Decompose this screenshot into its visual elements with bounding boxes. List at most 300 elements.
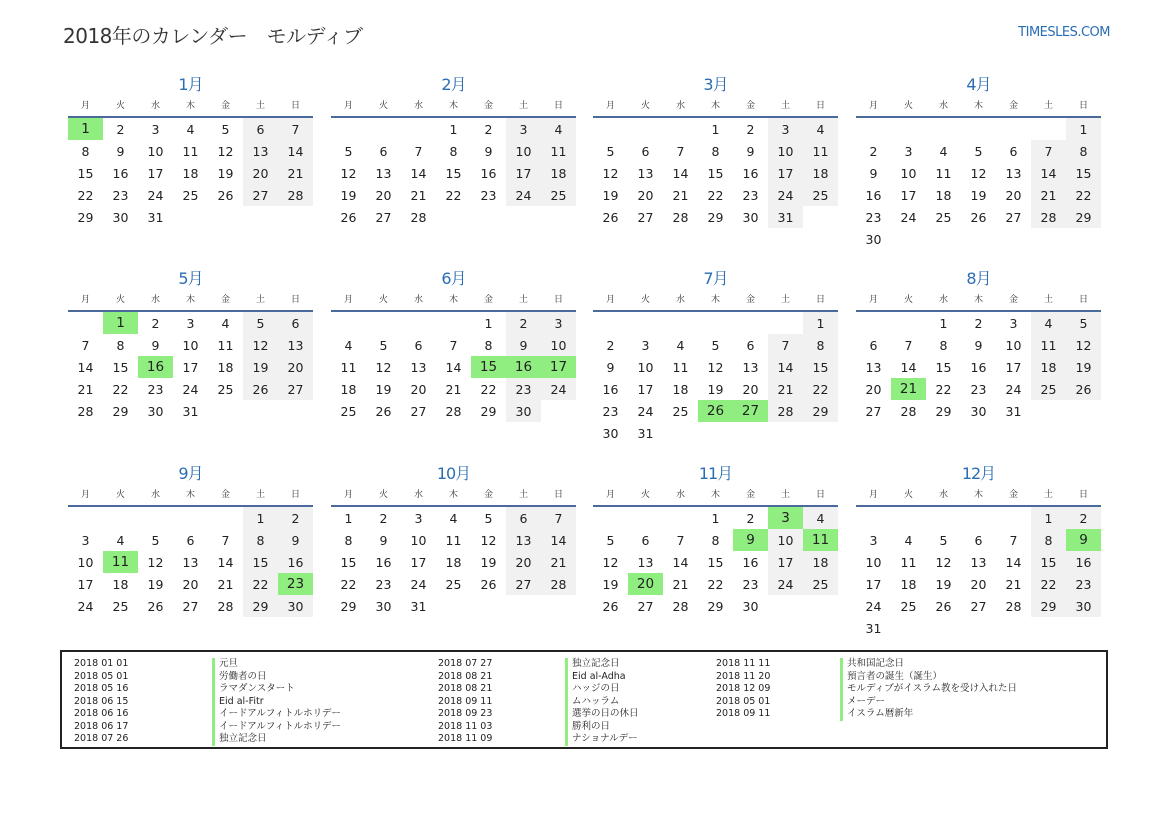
day-cell[interactable]: 28	[900, 403, 917, 419]
day-cell[interactable]: 24	[541, 378, 576, 400]
day-cell[interactable]: 28	[278, 184, 313, 206]
day-cell[interactable]: 26	[375, 403, 392, 419]
day-cell[interactable]: 2	[606, 337, 615, 353]
day-cell[interactable]: 13	[375, 165, 392, 181]
day-cell[interactable]: 22	[707, 187, 724, 203]
day-cell[interactable]: 28	[672, 598, 689, 614]
day-cell[interactable]: 18	[340, 381, 357, 397]
day-cell[interactable]: 20	[970, 576, 987, 592]
day-cell[interactable]: 27	[182, 598, 199, 614]
day-cell[interactable]: 7	[541, 507, 576, 529]
day-cell[interactable]: 27	[733, 400, 768, 422]
day-cell[interactable]: 1	[1066, 118, 1101, 140]
day-cell[interactable]: 3	[768, 118, 803, 140]
day-cell[interactable]: 19	[375, 381, 392, 397]
day-cell[interactable]: 6	[1009, 143, 1018, 159]
day-cell[interactable]: 10	[865, 554, 882, 570]
day-cell[interactable]: 5	[484, 510, 493, 526]
day-cell[interactable]: 16	[375, 554, 392, 570]
day-cell[interactable]: 4	[116, 532, 125, 548]
day-cell[interactable]: 8	[711, 532, 720, 548]
day-cell[interactable]: 16	[602, 381, 619, 397]
day-cell[interactable]: 1	[344, 510, 353, 526]
day-cell[interactable]: 6	[974, 532, 983, 548]
day-cell[interactable]: 27	[243, 184, 278, 206]
day-cell[interactable]: 11	[803, 140, 838, 162]
day-cell[interactable]: 10	[637, 359, 654, 375]
day-cell[interactable]: 20	[243, 162, 278, 184]
day-cell[interactable]: 16	[138, 356, 173, 378]
day-cell[interactable]: 27	[410, 403, 427, 419]
day-cell[interactable]: 9	[379, 532, 388, 548]
day-cell[interactable]: 13	[1005, 165, 1022, 181]
day-cell[interactable]: 7	[676, 143, 685, 159]
day-cell[interactable]: 16	[112, 165, 129, 181]
day-cell[interactable]: 1	[939, 315, 948, 331]
day-cell[interactable]: 19	[970, 187, 987, 203]
day-cell[interactable]: 4	[221, 315, 230, 331]
day-cell[interactable]: 26	[602, 209, 619, 225]
day-cell[interactable]: 30	[375, 598, 392, 614]
day-cell[interactable]: 10	[147, 143, 164, 159]
day-cell[interactable]: 30	[278, 595, 313, 617]
day-cell[interactable]: 9	[974, 337, 983, 353]
day-cell[interactable]: 12	[970, 165, 987, 181]
day-cell[interactable]: 9	[506, 334, 541, 356]
day-cell[interactable]: 1	[711, 121, 720, 137]
day-cell[interactable]: 24	[147, 187, 164, 203]
day-cell[interactable]: 21	[1005, 576, 1022, 592]
day-cell[interactable]: 21	[891, 378, 926, 400]
day-cell[interactable]: 27	[970, 598, 987, 614]
day-cell[interactable]: 22	[1066, 184, 1101, 206]
day-cell[interactable]: 1	[243, 507, 278, 529]
day-cell[interactable]: 22	[803, 378, 838, 400]
day-cell[interactable]: 28	[1005, 598, 1022, 614]
day-cell[interactable]: 13	[506, 529, 541, 551]
day-cell[interactable]: 16	[506, 356, 541, 378]
day-cell[interactable]: 5	[151, 532, 160, 548]
day-cell[interactable]: 11	[541, 140, 576, 162]
day-cell[interactable]: 23	[742, 187, 759, 203]
day-cell[interactable]: 27	[637, 598, 654, 614]
day-cell[interactable]: 1	[449, 121, 458, 137]
day-cell[interactable]: 13	[865, 359, 882, 375]
day-cell[interactable]: 3	[186, 315, 195, 331]
day-cell[interactable]: 15	[77, 165, 94, 181]
day-cell[interactable]: 11	[103, 551, 138, 573]
day-cell[interactable]: 23	[602, 403, 619, 419]
day-cell[interactable]: 31	[182, 403, 199, 419]
day-cell[interactable]: 17	[768, 551, 803, 573]
day-cell[interactable]: 18	[112, 576, 129, 592]
day-cell[interactable]: 13	[970, 554, 987, 570]
day-cell[interactable]: 11	[900, 554, 917, 570]
day-cell[interactable]: 9	[484, 143, 493, 159]
site-name[interactable]: TIMESLES.COM	[1018, 25, 1110, 40]
day-cell[interactable]: 11	[340, 359, 357, 375]
day-cell[interactable]: 8	[1031, 529, 1066, 551]
day-cell[interactable]: 19	[217, 165, 234, 181]
day-cell[interactable]: 30	[742, 598, 759, 614]
day-cell[interactable]: 6	[414, 337, 423, 353]
day-cell[interactable]: 13	[410, 359, 427, 375]
day-cell[interactable]: 23	[112, 187, 129, 203]
day-cell[interactable]: 18	[900, 576, 917, 592]
day-cell[interactable]: 3	[1009, 315, 1018, 331]
day-cell[interactable]: 5	[711, 337, 720, 353]
day-cell[interactable]: 1	[103, 312, 138, 334]
day-cell[interactable]: 2	[746, 121, 755, 137]
day-cell[interactable]: 20	[375, 187, 392, 203]
day-cell[interactable]: 24	[900, 209, 917, 225]
day-cell[interactable]: 2	[506, 312, 541, 334]
day-cell[interactable]: 14	[1031, 162, 1066, 184]
day-cell[interactable]: 29	[243, 595, 278, 617]
day-cell[interactable]: 18	[182, 165, 199, 181]
day-cell[interactable]: 11	[445, 532, 462, 548]
day-cell[interactable]: 7	[1031, 140, 1066, 162]
day-cell[interactable]: 7	[81, 337, 90, 353]
day-cell[interactable]: 4	[344, 337, 353, 353]
day-cell[interactable]: 15	[471, 356, 506, 378]
day-cell[interactable]: 19	[147, 576, 164, 592]
day-cell[interactable]: 6	[506, 507, 541, 529]
day-cell[interactable]: 20	[742, 381, 759, 397]
day-cell[interactable]: 19	[1066, 356, 1101, 378]
day-cell[interactable]: 4	[186, 121, 195, 137]
day-cell[interactable]: 3	[81, 532, 90, 548]
day-cell[interactable]: 25	[217, 381, 234, 397]
day-cell[interactable]: 15	[112, 359, 129, 375]
day-cell[interactable]: 25	[541, 184, 576, 206]
day-cell[interactable]: 24	[865, 598, 882, 614]
day-cell[interactable]: 15	[243, 551, 278, 573]
day-cell[interactable]: 2	[151, 315, 160, 331]
day-cell[interactable]: 3	[506, 118, 541, 140]
day-cell[interactable]: 16	[970, 359, 987, 375]
day-cell[interactable]: 25	[900, 598, 917, 614]
day-cell[interactable]: 21	[410, 187, 427, 203]
day-cell[interactable]: 24	[1005, 381, 1022, 397]
day-cell[interactable]: 12	[1066, 334, 1101, 356]
day-cell[interactable]: 31	[768, 206, 803, 228]
day-cell[interactable]: 29	[77, 209, 94, 225]
day-cell[interactable]: 15	[707, 554, 724, 570]
day-cell[interactable]: 19	[340, 187, 357, 203]
day-cell[interactable]: 12	[340, 165, 357, 181]
day-cell[interactable]: 4	[904, 532, 913, 548]
day-cell[interactable]: 11	[803, 529, 838, 551]
day-cell[interactable]: 22	[77, 187, 94, 203]
day-cell[interactable]: 2	[869, 143, 878, 159]
day-cell[interactable]: 17	[541, 356, 576, 378]
day-cell[interactable]: 26	[602, 598, 619, 614]
day-cell[interactable]: 10	[506, 140, 541, 162]
day-cell[interactable]: 25	[1031, 378, 1066, 400]
day-cell[interactable]: 19	[602, 187, 619, 203]
day-cell[interactable]: 26	[243, 378, 278, 400]
day-cell[interactable]: 1	[68, 118, 103, 140]
day-cell[interactable]: 2	[1066, 507, 1101, 529]
day-cell[interactable]: 28	[445, 403, 462, 419]
day-cell[interactable]: 21	[768, 378, 803, 400]
day-cell[interactable]: 16	[865, 187, 882, 203]
day-cell[interactable]: 23	[865, 209, 882, 225]
day-cell[interactable]: 1	[1031, 507, 1066, 529]
day-cell[interactable]: 9	[1066, 529, 1101, 551]
day-cell[interactable]: 15	[707, 165, 724, 181]
day-cell[interactable]: 5	[939, 532, 948, 548]
day-cell[interactable]: 26	[1066, 378, 1101, 400]
day-cell[interactable]: 5	[606, 143, 615, 159]
day-cell[interactable]: 31	[147, 209, 164, 225]
day-cell[interactable]: 18	[803, 551, 838, 573]
day-cell[interactable]: 7	[904, 337, 913, 353]
day-cell[interactable]: 15	[1066, 162, 1101, 184]
day-cell[interactable]: 7	[1009, 532, 1018, 548]
day-cell[interactable]: 12	[375, 359, 392, 375]
day-cell[interactable]: 29	[1066, 206, 1101, 228]
day-cell[interactable]: 8	[711, 143, 720, 159]
day-cell[interactable]: 22	[243, 573, 278, 595]
day-cell[interactable]: 4	[803, 118, 838, 140]
day-cell[interactable]: 4	[676, 337, 685, 353]
day-cell[interactable]: 23	[970, 381, 987, 397]
day-cell[interactable]: 3	[151, 121, 160, 137]
day-cell[interactable]: 14	[900, 359, 917, 375]
day-cell[interactable]: 13	[637, 554, 654, 570]
day-cell[interactable]: 23	[147, 381, 164, 397]
day-cell[interactable]: 7	[221, 532, 230, 548]
day-cell[interactable]: 29	[112, 403, 129, 419]
day-cell[interactable]: 16	[480, 165, 497, 181]
day-cell[interactable]: 24	[410, 576, 427, 592]
day-cell[interactable]: 21	[278, 162, 313, 184]
day-cell[interactable]: 18	[445, 554, 462, 570]
day-cell[interactable]: 18	[672, 381, 689, 397]
day-cell[interactable]: 22	[445, 187, 462, 203]
day-cell[interactable]: 12	[480, 532, 497, 548]
day-cell[interactable]: 10	[768, 140, 803, 162]
day-cell[interactable]: 3	[641, 337, 650, 353]
day-cell[interactable]: 21	[1031, 184, 1066, 206]
day-cell[interactable]: 18	[803, 162, 838, 184]
day-cell[interactable]: 27	[375, 209, 392, 225]
day-cell[interactable]: 9	[278, 529, 313, 551]
day-cell[interactable]: 13	[182, 554, 199, 570]
day-cell[interactable]: 17	[768, 162, 803, 184]
day-cell[interactable]: 16	[278, 551, 313, 573]
day-cell[interactable]: 9	[869, 165, 878, 181]
day-cell[interactable]: 11	[1031, 334, 1066, 356]
day-cell[interactable]: 8	[939, 337, 948, 353]
day-cell[interactable]: 30	[970, 403, 987, 419]
day-cell[interactable]: 6	[641, 143, 650, 159]
day-cell[interactable]: 16	[1066, 551, 1101, 573]
day-cell[interactable]: 31	[637, 425, 654, 441]
day-cell[interactable]: 3	[869, 532, 878, 548]
day-cell[interactable]: 2	[379, 510, 388, 526]
day-cell[interactable]: 2	[974, 315, 983, 331]
day-cell[interactable]: 23	[278, 573, 313, 595]
day-cell[interactable]: 7	[768, 334, 803, 356]
day-cell[interactable]: 30	[865, 231, 882, 247]
day-cell[interactable]: 17	[410, 554, 427, 570]
day-cell[interactable]: 7	[449, 337, 458, 353]
day-cell[interactable]: 30	[112, 209, 129, 225]
day-cell[interactable]: 23	[742, 576, 759, 592]
day-cell[interactable]: 17	[900, 187, 917, 203]
day-cell[interactable]: 20	[506, 551, 541, 573]
day-cell[interactable]: 10	[182, 337, 199, 353]
day-cell[interactable]: 14	[77, 359, 94, 375]
day-cell[interactable]: 14	[1005, 554, 1022, 570]
day-cell[interactable]: 23	[506, 378, 541, 400]
day-cell[interactable]: 25	[182, 187, 199, 203]
day-cell[interactable]: 6	[278, 312, 313, 334]
day-cell[interactable]: 8	[1066, 140, 1101, 162]
day-cell[interactable]: 24	[506, 184, 541, 206]
day-cell[interactable]: 18	[541, 162, 576, 184]
day-cell[interactable]: 20	[182, 576, 199, 592]
day-cell[interactable]: 21	[672, 187, 689, 203]
day-cell[interactable]: 17	[506, 162, 541, 184]
day-cell[interactable]: 8	[803, 334, 838, 356]
day-cell[interactable]: 2	[278, 507, 313, 529]
day-cell[interactable]: 2	[746, 510, 755, 526]
day-cell[interactable]: 8	[116, 337, 125, 353]
day-cell[interactable]: 10	[410, 532, 427, 548]
day-cell[interactable]: 26	[698, 400, 733, 422]
day-cell[interactable]: 16	[742, 554, 759, 570]
day-cell[interactable]: 19	[935, 576, 952, 592]
day-cell[interactable]: 12	[217, 143, 234, 159]
day-cell[interactable]: 2	[484, 121, 493, 137]
day-cell[interactable]: 1	[484, 315, 493, 331]
day-cell[interactable]: 4	[541, 118, 576, 140]
day-cell[interactable]: 9	[116, 143, 125, 159]
day-cell[interactable]: 10	[541, 334, 576, 356]
day-cell[interactable]: 5	[243, 312, 278, 334]
day-cell[interactable]: 3	[904, 143, 913, 159]
day-cell[interactable]: 19	[602, 576, 619, 592]
day-cell[interactable]: 10	[900, 165, 917, 181]
day-cell[interactable]: 4	[449, 510, 458, 526]
day-cell[interactable]: 11	[672, 359, 689, 375]
day-cell[interactable]: 5	[221, 121, 230, 137]
day-cell[interactable]: 24	[182, 381, 199, 397]
day-cell[interactable]: 4	[1031, 312, 1066, 334]
day-cell[interactable]: 9	[151, 337, 160, 353]
day-cell[interactable]: 23	[1066, 573, 1101, 595]
day-cell[interactable]: 30	[602, 425, 619, 441]
day-cell[interactable]: 29	[707, 209, 724, 225]
day-cell[interactable]: 27	[865, 403, 882, 419]
day-cell[interactable]: 19	[480, 554, 497, 570]
day-cell[interactable]: 25	[803, 573, 838, 595]
day-cell[interactable]: 20	[278, 356, 313, 378]
day-cell[interactable]: 25	[340, 403, 357, 419]
day-cell[interactable]: 6	[243, 118, 278, 140]
day-cell[interactable]: 2	[116, 121, 125, 137]
day-cell[interactable]: 8	[344, 532, 353, 548]
day-cell[interactable]: 22	[112, 381, 129, 397]
day-cell[interactable]: 1	[711, 510, 720, 526]
day-cell[interactable]: 24	[768, 573, 803, 595]
day-cell[interactable]: 14	[410, 165, 427, 181]
day-cell[interactable]: 15	[445, 165, 462, 181]
day-cell[interactable]: 23	[480, 187, 497, 203]
day-cell[interactable]: 20	[637, 187, 654, 203]
day-cell[interactable]: 17	[1005, 359, 1022, 375]
day-cell[interactable]: 14	[541, 529, 576, 551]
day-cell[interactable]: 25	[672, 403, 689, 419]
day-cell[interactable]: 11	[935, 165, 952, 181]
day-cell[interactable]: 8	[243, 529, 278, 551]
day-cell[interactable]: 29	[803, 400, 838, 422]
day-cell[interactable]: 5	[606, 532, 615, 548]
day-cell[interactable]: 20	[628, 573, 663, 595]
day-cell[interactable]: 25	[935, 209, 952, 225]
day-cell[interactable]: 27	[637, 209, 654, 225]
day-cell[interactable]: 27	[278, 378, 313, 400]
day-cell[interactable]: 22	[1031, 573, 1066, 595]
day-cell[interactable]: 14	[278, 140, 313, 162]
day-cell[interactable]: 8	[484, 337, 493, 353]
day-cell[interactable]: 27	[1005, 209, 1022, 225]
day-cell[interactable]: 25	[445, 576, 462, 592]
day-cell[interactable]: 4	[939, 143, 948, 159]
day-cell[interactable]: 12	[147, 554, 164, 570]
day-cell[interactable]: 30	[742, 209, 759, 225]
day-cell[interactable]: 6	[379, 143, 388, 159]
day-cell[interactable]: 12	[707, 359, 724, 375]
day-cell[interactable]: 30	[147, 403, 164, 419]
day-cell[interactable]: 5	[1066, 312, 1101, 334]
day-cell[interactable]: 30	[506, 400, 541, 422]
day-cell[interactable]: 10	[768, 529, 803, 551]
day-cell[interactable]: 9	[733, 529, 768, 551]
day-cell[interactable]: 12	[602, 165, 619, 181]
day-cell[interactable]: 16	[742, 165, 759, 181]
day-cell[interactable]: 7	[676, 532, 685, 548]
day-cell[interactable]: 28	[672, 209, 689, 225]
day-cell[interactable]: 15	[340, 554, 357, 570]
day-cell[interactable]: 11	[182, 143, 199, 159]
day-cell[interactable]: 20	[410, 381, 427, 397]
day-cell[interactable]: 11	[217, 337, 234, 353]
day-cell[interactable]: 31	[865, 620, 882, 636]
day-cell[interactable]: 27	[506, 573, 541, 595]
day-cell[interactable]: 17	[865, 576, 882, 592]
day-cell[interactable]: 26	[935, 598, 952, 614]
day-cell[interactable]: 28	[77, 403, 94, 419]
day-cell[interactable]: 28	[1031, 206, 1066, 228]
day-cell[interactable]: 7	[278, 118, 313, 140]
day-cell[interactable]: 30	[1066, 595, 1101, 617]
day-cell[interactable]: 24	[637, 403, 654, 419]
day-cell[interactable]: 13	[243, 140, 278, 162]
day-cell[interactable]: 14	[672, 165, 689, 181]
day-cell[interactable]: 20	[865, 381, 882, 397]
day-cell[interactable]: 28	[541, 573, 576, 595]
day-cell[interactable]: 5	[379, 337, 388, 353]
day-cell[interactable]: 4	[803, 507, 838, 529]
day-cell[interactable]: 3	[414, 510, 423, 526]
day-cell[interactable]: 28	[217, 598, 234, 614]
day-cell[interactable]: 31	[410, 598, 427, 614]
